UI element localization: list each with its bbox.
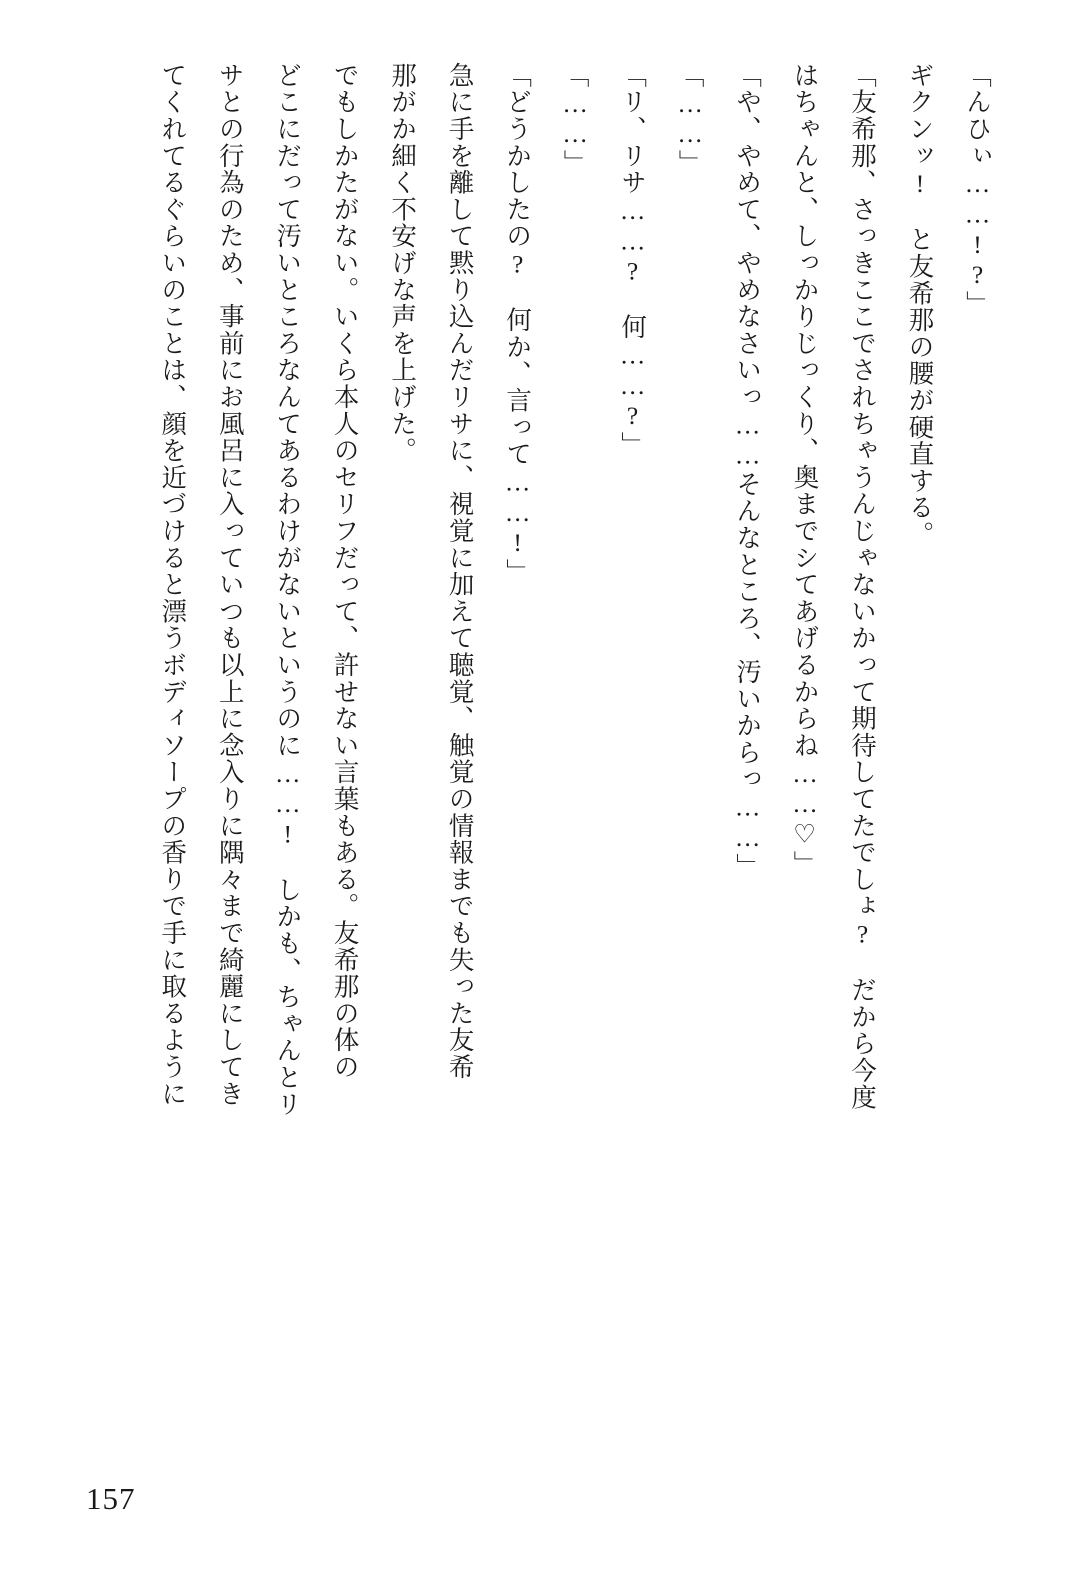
page-number: 157 <box>86 1481 136 1516</box>
text-line: 「……」 <box>560 62 590 177</box>
text-line: でもしかたがない。いくら本人のセリフだって、許せない言葉もある。友希那の体の <box>330 62 360 1081</box>
text-line: 「友希那、さっきここでされちゃうんじゃないかって期待してたでしょ? だから今度 <box>848 62 878 1111</box>
text-line: 「……」 <box>675 62 705 177</box>
text-line: どこにだって汚いところなんてあるわけがないというのに……! しかも、ちゃんとリ <box>273 62 303 1118</box>
text-line: ギクンッ! と友希那の腰が硬直する。 <box>905 62 935 548</box>
text-line: 急に手を離して黙り込んだリサに、視覚に加えて聴覚、触覚の情報までも失った友希 <box>445 62 475 1081</box>
text-line: 「んひぃ……!?」 <box>963 62 992 318</box>
text-line: てくれてるぐらいのことは、顔を近づけると漂うボディソープの香りで手に取るように <box>158 62 188 1108</box>
page-body-text <box>102 62 1002 1422</box>
text-line: はちゃんと、しっかりじっくり、奥までシてあげるからね……♡」 <box>790 62 820 878</box>
text-line: 「どうかしたの? 何か、言って……!」 <box>503 62 533 586</box>
text-line: 「や、やめて、やめなさいっ……そんなところ、汚いからっ……」 <box>733 62 763 880</box>
text-line: サとの行為のため、事前にお風呂に入っていつも以上に念入りに隅々まで綺麗にしてき <box>215 62 245 1108</box>
text-line: 「リ、リサ……? 何……?」 <box>618 62 648 459</box>
text-line: 那がか細く不安げな声を上げた。 <box>388 62 418 464</box>
